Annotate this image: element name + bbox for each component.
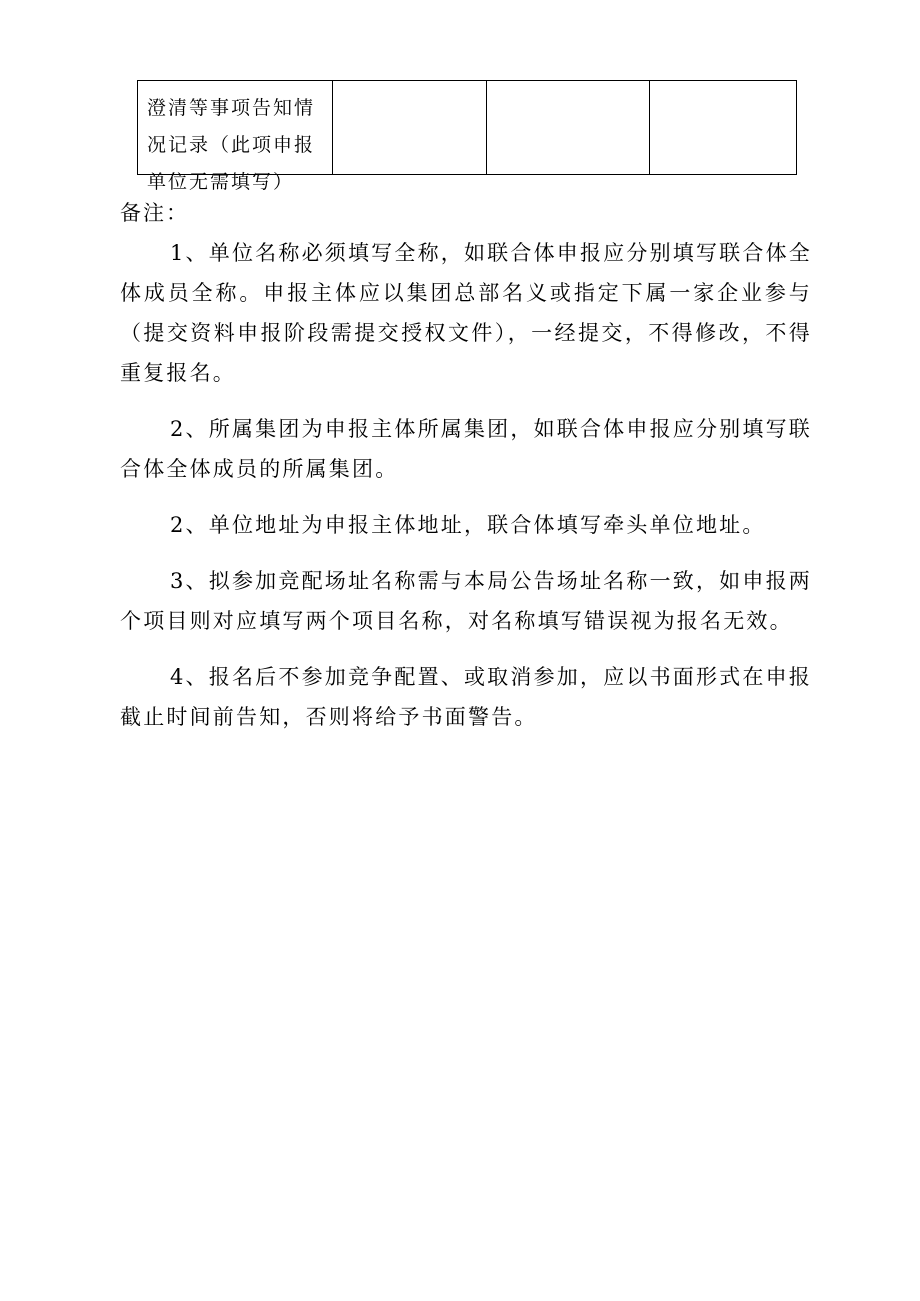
table-cell-empty-2: [487, 81, 650, 174]
remark-item: 2、单位地址为申报主体地址，联合体填写牵头单位地址。: [170, 513, 766, 537]
remark-item: 1、单位名称必须填写全称，如联合体申报应分别填写联合体全体成员全称。申报主体应以集团总部名义或指定下属一家企业参与（提交资料申报阶段需提交授权文件），一经提交，不得修改，不得重复报名。: [120, 241, 812, 385]
row-label-text: 澄清等事项告知情况记录（此项申报单位无需填写）: [147, 97, 316, 193]
table-cell-row-label: [138, 81, 333, 193]
remark-item: 3、拟参加竞配场址名称需与本局公告场址名称一致，如申报两个项目则对应填写两个项目名称，对名称填写错误视为报名无效。: [120, 569, 812, 633]
clarification-record-table: [137, 80, 797, 193]
table-cell-empty-3: [650, 81, 796, 174]
remarks-section: [120, 193, 812, 753]
table-cell-empty-1: [333, 81, 487, 174]
remarks-title: 备注：: [120, 201, 189, 225]
remark-item: 4、报名后不参加竞争配置、或取消参加，应以书面形式在申报截止时间前告知，否则将给予书面警告。: [120, 665, 812, 729]
remark-item: 2、所属集团为申报主体所属集团，如联合体申报应分别填写联合体全体成员的所属集团。: [120, 417, 812, 481]
